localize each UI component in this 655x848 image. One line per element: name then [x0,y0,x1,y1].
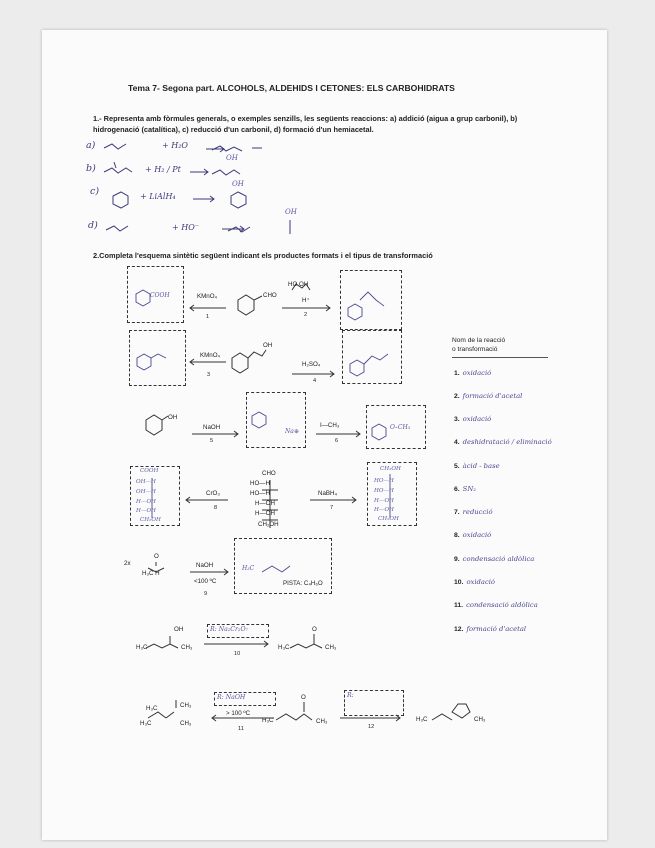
fischer-r4: H—OH [374,507,394,513]
fischer-l5: CH₂OH [140,517,161,523]
reaction-name-item-12: 12. formació d'acetal [454,625,527,633]
r8-reagent: CrO₃ [206,490,220,497]
r11-reagent: R: NaOH [217,694,246,701]
r9-condition: <100 ºC [194,578,217,585]
r9-reactant: H₃C H [142,570,160,577]
r10-right: CH₃ [181,644,193,651]
question-2-text: 2.Completa l'esquema sintètic següent indicant els productes formats i el tipus de transformació [93,251,433,260]
fischer-l3: H—OH [136,499,156,505]
fischer-c0: CHO [262,470,276,477]
r5-number: 5 [210,438,214,444]
reaction-name-item-11: 11. condensació aldòlica [454,601,538,609]
r11-mid-left: H₃C [262,717,274,724]
r9-answer: H₃C [242,565,255,572]
r9-number: 9 [204,591,208,597]
r12-number: 12 [368,724,375,730]
r4-number: 4 [313,378,317,384]
r6-answer: O–CH₃ [390,424,411,431]
r11-ch3-b: CH₃ [180,720,192,727]
r9-hint: PISTA: C₄H₆O [283,580,323,587]
r7-reagent: NaBH₄ [318,490,338,497]
r5-oh: OH [168,414,178,421]
r9-reagent: NaOH [196,562,214,569]
fischer-c1: HO—H [250,480,270,487]
r6-number: 6 [335,438,339,444]
r10-product-left: H₃C [278,644,290,651]
r12-reagent: R: [347,692,354,699]
answer-b-product-oh: OH [226,154,238,162]
r3-reagent: KMnO₄ [200,352,221,359]
r10-left: H₃C [136,644,148,651]
reaction-name-header-line2: o transformació [452,346,498,353]
reaction-name-item-6: 6. SN₂ [454,485,477,493]
fischer-r1: HO—H [374,478,394,484]
r4-oh: OH [263,342,273,349]
r12-right-ch3: CH₃ [474,716,486,723]
r10-product-right: CH₃ [325,644,337,651]
page-title: Tema 7- Segona part. ALCOHOLS, ALDEHIDS I CETONES: ELS CARBOHIDRATS [128,83,455,93]
fischer-c2: HO—H [250,490,270,497]
reaction-name-item-1: 1. oxidació [454,369,492,377]
r10-product-oxygen: O [312,626,317,633]
r1-aldehyde-label: CHO [263,292,277,299]
answer-d-label: d) [88,220,98,231]
r7-number: 7 [330,505,334,511]
reaction-name-divider [452,357,548,358]
question-1-text: 1.- Representa amb fòrmules generals, o exemples senzills, les següents reaccions: a) addició (aigua a grup carbonil), b) hidrogenació (catalítica), c) reducció d'un carbonil, d) formació d'un hemiacetal. [93,114,518,134]
reaction-name-item-5: 5. àcid - base [454,462,500,470]
r5-reagent: NaOH [203,424,221,431]
reaction-name-item-3: 3. oxidació [454,415,492,423]
r1-answer-cooh: COOH [150,292,170,299]
reaction-name-item-8: 8. oxidació [454,531,492,539]
fischer-l2: OH—H [136,489,156,495]
fischer-r5: CH₂OH [378,516,399,522]
r11-number: 11 [238,726,244,732]
r12-right-left: H₃C [416,716,428,723]
fischer-l0: COOH [140,468,159,474]
r8-number: 8 [214,505,218,511]
r10-number: 10 [234,651,241,657]
r4-reagent: H₂SO₄ [302,361,321,368]
reaction-name-item-4: 4. deshidratació / eliminació [454,438,552,446]
r9-oxygen: O [154,553,159,560]
r11-left-b: H₃C [140,720,152,727]
fischer-r3: H—OH [374,498,394,504]
answer-a-label: a) [86,140,96,151]
answer-b-label: b) [86,163,96,174]
fischer-c5: CH₂OH [258,521,279,528]
r1-number: 1 [206,314,210,320]
r1-reagent: KMnO₄ [197,293,218,300]
r9-multiplier: 2x [124,560,131,567]
r10-oh: OH [174,626,184,633]
answer-c-reactants: + LiAlH₄ [140,192,176,201]
r11-mid-right: CH₃ [316,718,328,725]
answer-d-product-oh: OH [285,208,297,216]
reaction-name-header-line1: Nom de la reacció [452,337,506,344]
r3-number: 3 [207,372,211,378]
r6-reagent: I—CH₃ [320,422,340,429]
answer-d-reactants: + HO⁻ [172,223,200,232]
fischer-l4: H—OH [136,508,156,514]
answer-b-reactants: + H₂ / Pt [145,165,181,174]
r11-left-a: H₃C [146,705,158,712]
r1-diol: HO OH [288,281,309,288]
r1-acid: H⁺ [302,297,310,304]
r11-condition: > 100 ºC [226,710,251,717]
reaction-name-header [452,336,505,354]
r10-reagent: R: Na₂Cr₂O₇ [210,626,249,633]
fischer-l1: OH—H [136,479,156,485]
r11-ch3-a: CH₃ [180,702,192,709]
r11-mid-oxygen: O [301,694,306,701]
reaction-name-item-2: 2. formació d'acetal [454,392,523,400]
fischer-r0: CH₂OH [380,466,401,472]
reaction-name-item-9: 9. condensació aldòlica [454,555,535,563]
fischer-c4: H—OH [255,510,275,517]
reaction-name-item-7: 7. reducció [454,508,493,516]
answer-c-label: c) [90,186,100,197]
fischer-r2: HO—H [374,488,394,494]
answer-a-reactants: + H₂O [162,141,188,150]
reaction-name-item-10: 10. oxidació [454,578,496,586]
answer-c-product-oh: OH [232,180,244,188]
r2-number: 2 [304,312,308,318]
fischer-c3: H—OH [255,500,275,507]
r5-answer-ion: Na⊕ [285,428,299,435]
